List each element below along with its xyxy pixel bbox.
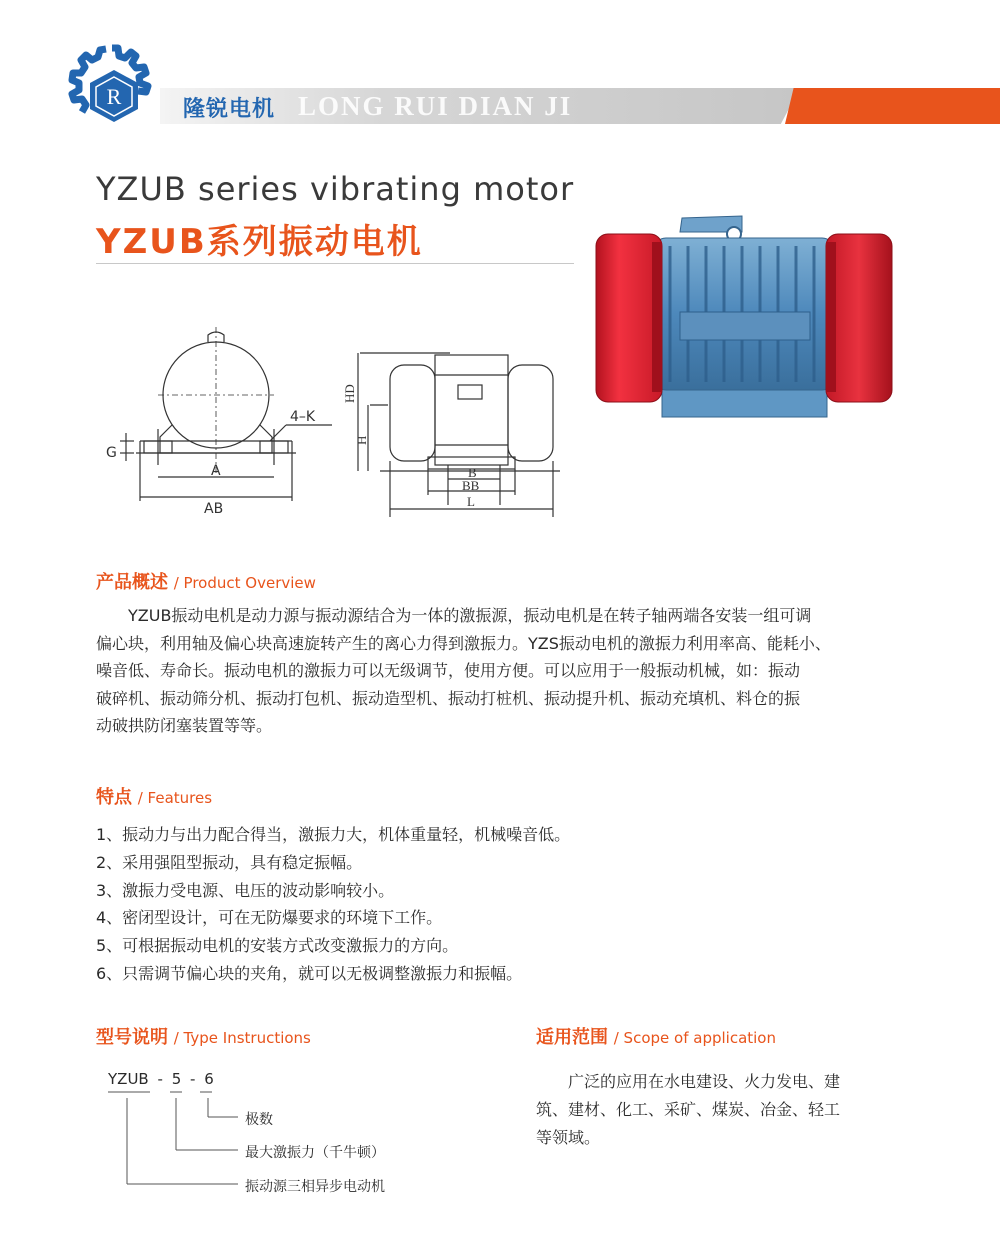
brand-name-en: LONG RUI DIAN JI (298, 91, 573, 121)
logo-letter: R (106, 84, 122, 109)
scope-heading-cn: 适用范围 (536, 1027, 608, 1048)
overview-line: 偏心块，利用轴及偏心块高速旋转产生的离心力得到激振力。YZS振动电机的激振力利用率高、能耗小、 (96, 633, 831, 653)
feature-item: 2、采用强阻型振动，具有稳定振幅。 (96, 853, 363, 872)
overview-line: 破碎机、振动筛分机、振动打包机、振动造型机、振动打桩机、振动提升机、振动充填机、料仓的振 (96, 688, 801, 708)
type-heading (96, 1023, 311, 1049)
type-code-poles: 6 (204, 1070, 214, 1088)
overview-paragraph (96, 602, 906, 740)
dim-bb-label: BB (462, 478, 480, 493)
dim-b-label: B (468, 465, 477, 480)
features-heading-cn: 特点 (96, 787, 132, 808)
scope-heading-en: / Scope of application (613, 1029, 776, 1047)
overview-heading-cn: 产品概述 (96, 572, 168, 593)
scope-line: 广泛的应用在水电建设、火力发电、建 (568, 1072, 841, 1091)
scope-line: 筑、建材、化工、采矿、煤炭、冶金、轻工 (536, 1100, 841, 1119)
type-label-poles: 极数 (245, 1112, 273, 1128)
front-view-drawing (100, 325, 340, 520)
company-logo (62, 40, 162, 130)
side-view-drawing (340, 345, 565, 520)
type-code-force: 5 (171, 1070, 182, 1088)
features-heading-en: / Features (137, 789, 213, 807)
type-code (108, 1070, 214, 1088)
type-heading-en: / Type Instructions (173, 1029, 311, 1047)
feature-item: 3、激振力受电源、电压的波动影响较小。 (96, 881, 395, 900)
feature-item: 1、振动力与出力配合得当，激振力大，机体重量轻，机械噪音低。 (96, 825, 571, 844)
overview-line: 噪音低、寿命长。振动电机的激振力可以无级调节，使用方便。可以应用于一般振动机械，如：振动 (96, 661, 801, 680)
feature-item: 5、可根据振动电机的安装方式改变激振力的方向。 (96, 936, 459, 955)
header-orange-band (785, 88, 1000, 124)
feature-item: 6、只需调节偏心块的夹角，就可以无极调整激振力和振幅。 (96, 964, 523, 983)
type-code-dash: - (157, 1070, 163, 1088)
scope-paragraph (536, 1068, 896, 1152)
brand-name-cn: 隆锐电机 (183, 97, 276, 122)
type-code-leader-lines (100, 1090, 260, 1190)
title-divider (96, 263, 574, 264)
overview-heading-en: / Product Overview (173, 574, 316, 592)
type-label-force: 最大激振力（千牛顿） (245, 1145, 385, 1161)
overview-line: 动破拱防闭塞装置等等。 (96, 716, 273, 735)
dim-g-label: G (106, 445, 117, 461)
overview-heading (96, 568, 316, 594)
dim-h-label: H (354, 435, 369, 445)
scope-line: 等领域。 (536, 1128, 601, 1147)
scope-heading (536, 1023, 776, 1049)
type-heading-cn: 型号说明 (96, 1027, 168, 1048)
dim-a-label: A (211, 463, 221, 479)
motor-photo (592, 212, 897, 424)
overview-line: YZUB振动电机是动力源与振动源结合为一体的激振源，振动电机是在转子轴两端各安装一组可调 (128, 606, 812, 625)
type-label-motor: 振动源三相异步电动机 (245, 1179, 385, 1195)
dim-k-label: 4–K (290, 409, 316, 425)
dim-ab-label: AB (204, 501, 224, 517)
dim-l-label: L (467, 494, 475, 509)
features-heading (96, 783, 212, 809)
dim-hd-label: HD (342, 384, 357, 403)
type-code-series: YZUB (108, 1070, 149, 1088)
page-title-en: YZUB series vibrating motor (96, 170, 575, 208)
feature-item: 4、密闭型设计，可在无防爆要求的环境下工作。 (96, 908, 443, 927)
page-title-cn: YZUB系列振动电机 (96, 222, 423, 262)
type-code-dash: - (190, 1070, 196, 1088)
